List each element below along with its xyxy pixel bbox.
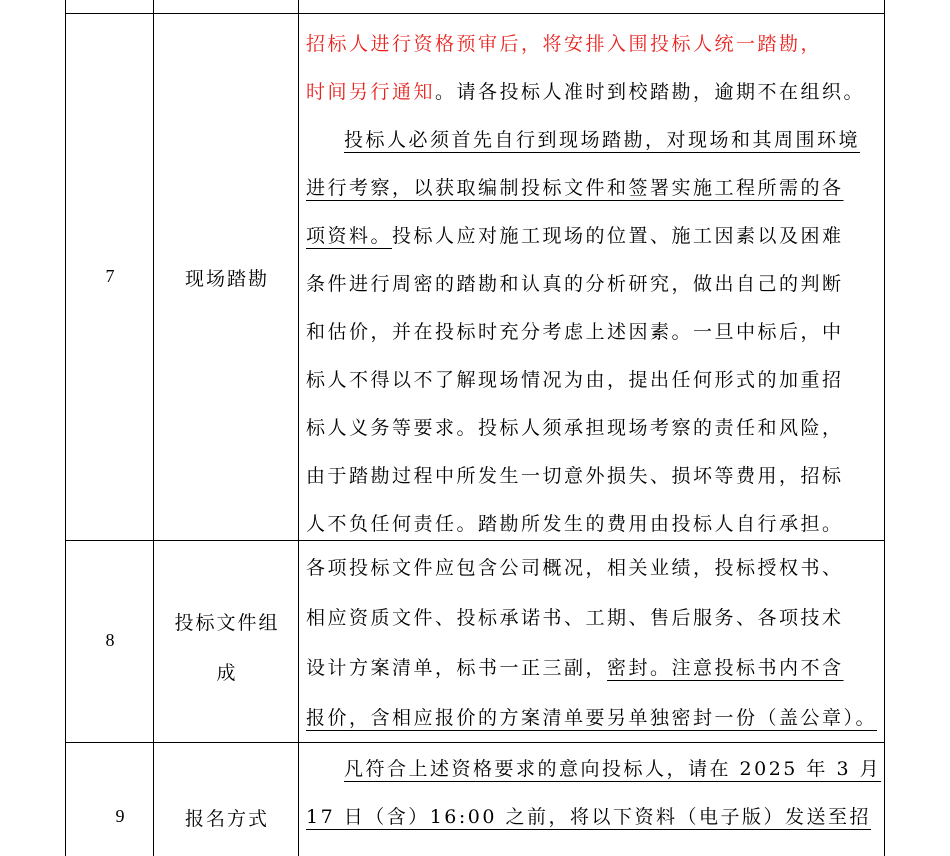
row-number: 8: [105, 630, 115, 650]
content-line: [306, 212, 876, 260]
row-border-top: [65, 13, 885, 14]
underlined-text: 密封。注意投标书内不含: [607, 657, 844, 679]
content-line: [306, 404, 876, 452]
row-content: [306, 20, 876, 548]
content-line: [306, 116, 876, 164]
text-span: 由于踏勘过程中所发生一切意外损失、损坏等费用，招标: [306, 465, 844, 487]
row-content: [306, 543, 876, 743]
table-divider-number: [153, 0, 154, 856]
text-span: 相应资质文件、投标承诺书、工期、售后服务、各项技术: [306, 607, 844, 629]
content-line: [306, 68, 876, 116]
row-item-label: 报名方式: [184, 808, 269, 830]
underlined-text: 进行考察，以获取编制投标文件和签署实施工程所需的各: [306, 177, 844, 199]
content-line: [306, 20, 876, 68]
content-line: [306, 693, 876, 743]
row-item-label-line: 投标文件组: [174, 612, 280, 634]
content-line: [306, 308, 876, 356]
row-number: 7: [105, 266, 115, 286]
row-item-label: 现场踏勘: [184, 268, 269, 290]
content-line: [306, 356, 876, 404]
content-line: [306, 164, 876, 212]
text-span: 条件进行周密的踏勘和认真的分析研究，做出自己的判断: [306, 273, 844, 295]
highlighted-text: 招标人进行资格预审后，将安排入围投标人统一踏勘，: [306, 33, 823, 55]
text-span: 各项投标文件应包含公司概况，相关业绩，投标授权书、: [306, 557, 844, 579]
text-span: 投标人应对施工现场的位置、施工因素以及困难: [392, 225, 844, 247]
row-number: 9: [115, 806, 125, 826]
underlined-text: 项资料。: [306, 225, 393, 247]
row-item-label: [155, 598, 299, 698]
content-line: [306, 745, 882, 793]
text-span: 设计方案清单，标书一正三副，: [306, 657, 608, 679]
content-line: [306, 793, 876, 841]
content-line: [306, 543, 876, 593]
table-border-left: [65, 0, 66, 856]
content-line: [306, 452, 876, 500]
text-span: 。请各投标人准时到校踏勘，逾期不在组织。: [435, 81, 866, 103]
highlighted-text: 时间另行通知: [306, 81, 436, 103]
table-border-right: [884, 0, 885, 856]
text-span: 标人不得以不了解现场情况为由，提出任何形式的加重招: [306, 369, 844, 391]
underlined-text: 17 日（含）16:00 之前，将以下资料（电子版）发送至招: [306, 806, 872, 828]
text-span: 和估价，并在投标时充分考虑上述因素。一旦中标后，中: [306, 321, 844, 343]
content-line: [306, 260, 876, 308]
table-divider-item: [298, 0, 299, 856]
text-span: 标人义务等要求。投标人须承担现场考察的责任和风险，: [306, 417, 844, 439]
text-span: 人不负任何责任。踏勘所发生的费用由投标人自行承担。: [306, 513, 844, 535]
underlined-text: 凡符合上述资格要求的意向投标人，请在 2025 年 3 月: [344, 758, 882, 780]
underlined-text: 报价，含相应报价的方案清单要另单独密封一份（盖公章）。: [306, 707, 878, 729]
row-item-label-line: 成: [216, 662, 238, 684]
row-content: [306, 745, 882, 841]
content-line: [306, 643, 876, 693]
content-line: [306, 593, 876, 643]
underlined-text: 投标人必须首先自行到现场踏勘，对现场和其周围环境: [344, 129, 861, 151]
content-line: [306, 500, 876, 548]
